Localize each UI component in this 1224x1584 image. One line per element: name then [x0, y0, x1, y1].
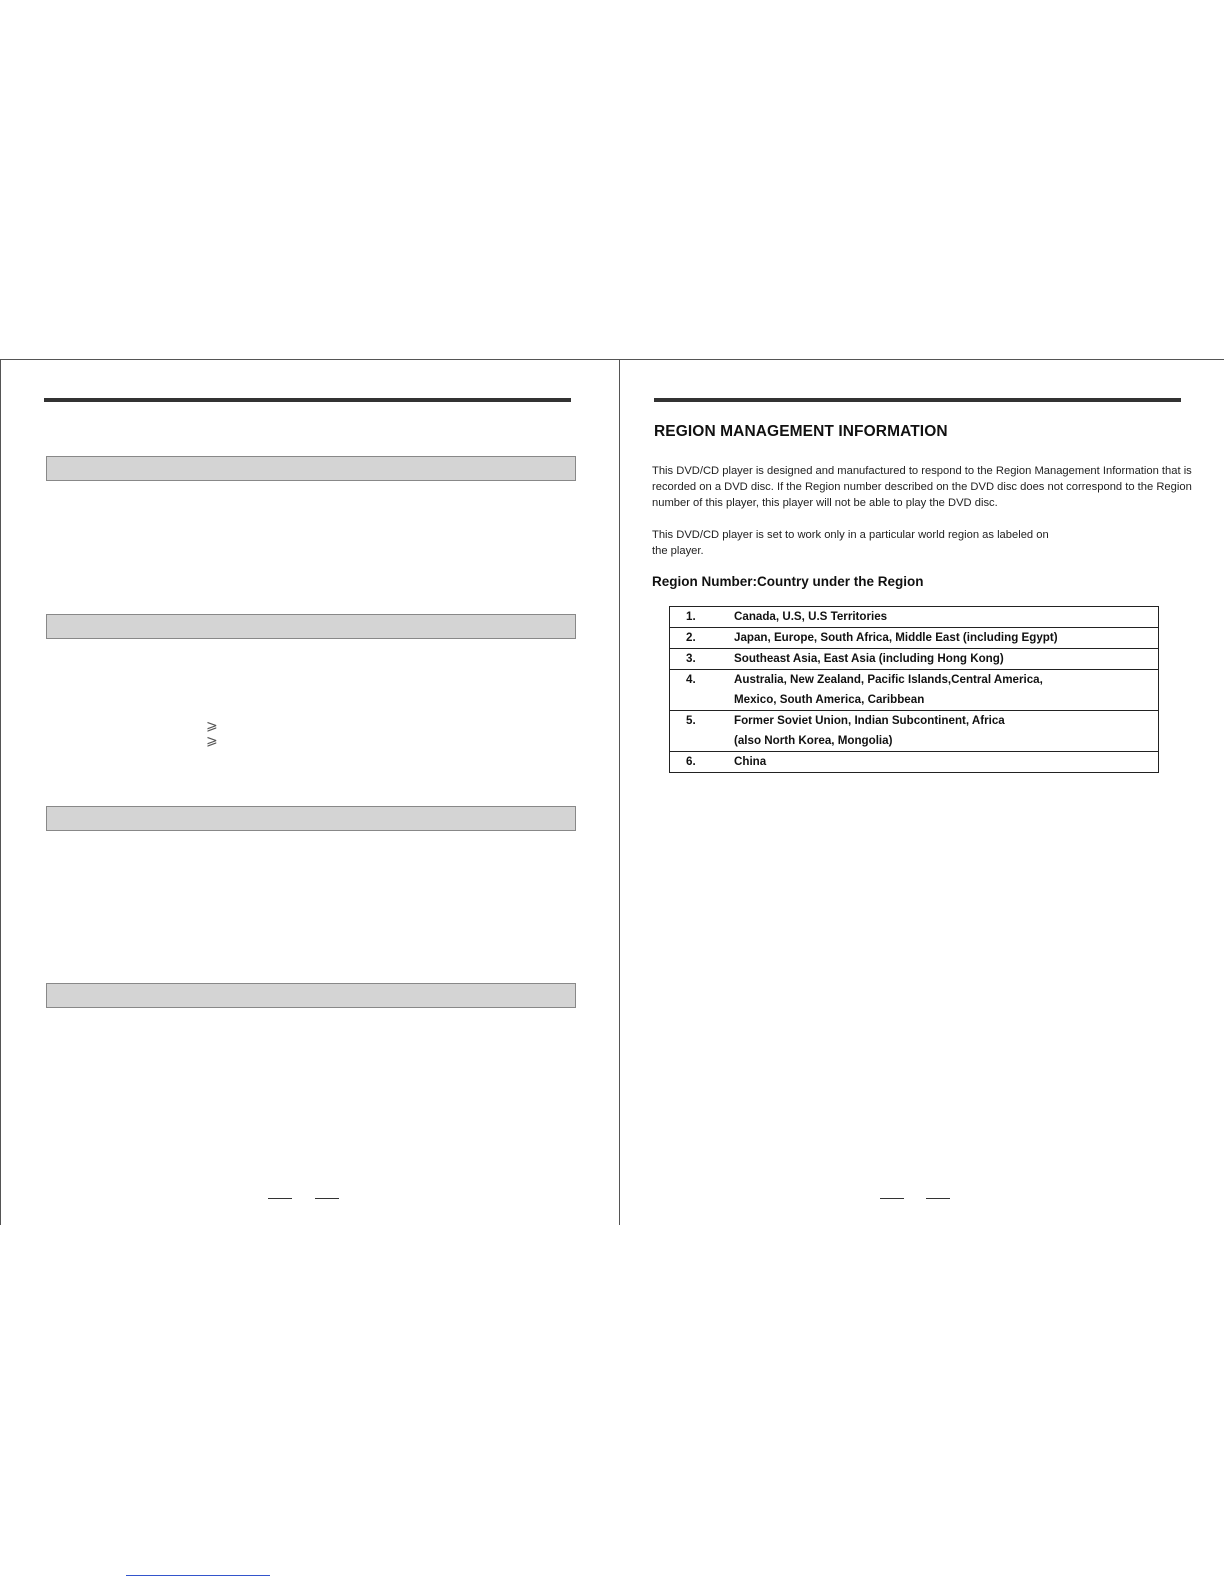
- region-table: [669, 606, 1159, 773]
- region-note-paragraph: This DVD/CD player is set to work only in a particular world region as labeled on the player.: [652, 529, 1049, 557]
- page-divider: [619, 359, 620, 1225]
- section-bar-4: [46, 983, 576, 1008]
- region-number: 1.: [670, 607, 735, 628]
- right-header-rule: [654, 398, 1181, 402]
- link-underline: [126, 1575, 270, 1576]
- page-number-line-left: [880, 1198, 904, 1199]
- region-number: 6.: [670, 752, 735, 773]
- page-frame-top: [0, 359, 1224, 360]
- page-number-line-left: [268, 1198, 292, 1199]
- region-countries: Japan, Europe, South Africa, Middle East (including Egypt): [734, 628, 1159, 649]
- region-countries: Canada, U.S, U.S Territories: [734, 607, 1159, 628]
- intro-paragraph: This DVD/CD player is designed and manufactured to respond to the Region Management Information that is recorded on a DVD disc. If the Region number described on the DVD disc does not correspond to the Region number of this player, this player will not be able to play the DVD disc.: [652, 465, 1192, 509]
- page-number-line-right: [315, 1198, 339, 1199]
- region-countries: Former Soviet Union, Indian Subcontinent, Africa (also North Korea, Mongolia): [734, 711, 1159, 752]
- region-number: 4.: [670, 670, 735, 711]
- region-countries: Southeast Asia, East Asia (including Hong Kong): [734, 649, 1159, 670]
- page-frame-left: [0, 359, 1, 1225]
- section-bar-1: [46, 456, 576, 481]
- gte-symbol-1: ⩾: [206, 718, 218, 734]
- region-subheading: Region Number:Country under the Region: [652, 574, 924, 589]
- region-countries: China: [734, 752, 1159, 773]
- table-row: [670, 711, 1159, 752]
- page-title: REGION MANAGEMENT INFORMATION: [654, 423, 948, 440]
- page-number-line-right: [926, 1198, 950, 1199]
- section-bar-2: [46, 614, 576, 639]
- table-row: [670, 649, 1159, 670]
- section-bar-3: [46, 806, 576, 831]
- region-number: 5.: [670, 711, 735, 752]
- table-row: [670, 628, 1159, 649]
- table-row: [670, 607, 1159, 628]
- table-row: [670, 752, 1159, 773]
- region-number: 2.: [670, 628, 735, 649]
- region-number: 3.: [670, 649, 735, 670]
- gte-symbol-2: ⩾: [206, 733, 218, 749]
- left-header-rule: [44, 398, 571, 402]
- region-countries: Australia, New Zealand, Pacific Islands,Central America, Mexico, South America, Caribbean: [734, 670, 1159, 711]
- table-row: [670, 670, 1159, 711]
